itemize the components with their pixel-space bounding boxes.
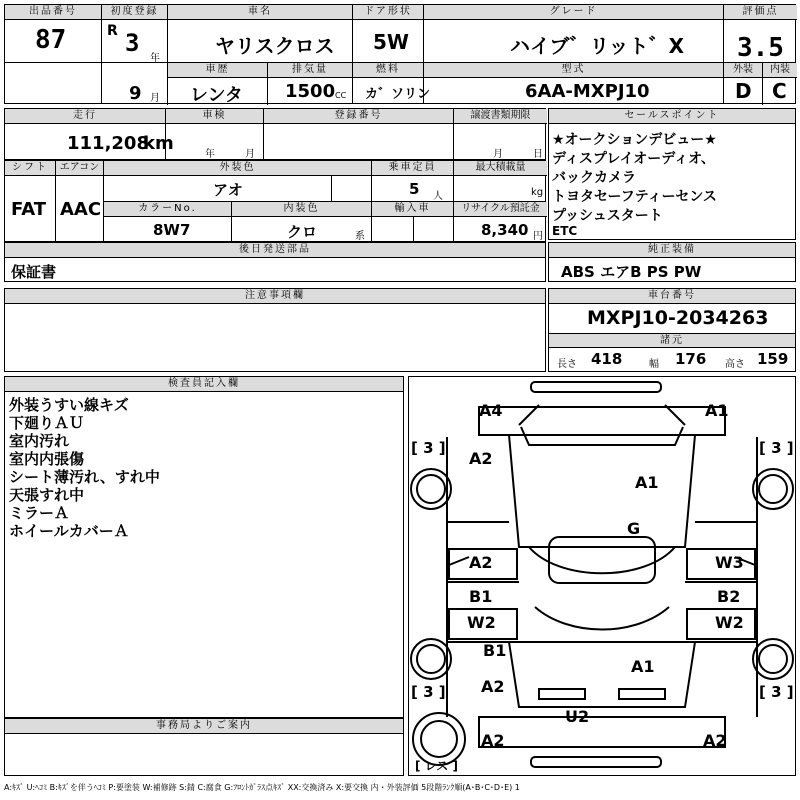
car-name: ヤリスクロス	[215, 34, 335, 58]
mileage: 111,208	[67, 133, 149, 154]
int-label: 内装	[763, 63, 797, 78]
shift-label: シフト	[5, 161, 55, 176]
recycle-unit: 円	[533, 231, 543, 242]
sales-line: ディスプレイオーディオ、	[552, 151, 715, 167]
chassis-block	[548, 288, 796, 372]
damage-mark: A2	[703, 731, 727, 750]
shift: FAT	[11, 199, 47, 220]
damage-mark: W2	[467, 613, 496, 632]
length-label: 長さ	[557, 359, 577, 370]
ext-color: アオ	[213, 181, 243, 199]
grade-label: グレード	[424, 5, 723, 20]
height: 159	[757, 350, 789, 368]
insp-year: 年	[205, 149, 215, 160]
load-unit: kg	[531, 187, 544, 198]
capacity-unit: 人	[433, 191, 443, 202]
score: 3.5	[737, 33, 784, 63]
tire-mark: [ 3 ]	[759, 683, 794, 701]
displacement: 1500	[285, 81, 336, 102]
spec-block	[4, 160, 546, 242]
chassis-number: MXPJ10-2034263	[587, 307, 769, 329]
notes-label: 注意事項欄	[5, 289, 545, 304]
damage-mark: G	[627, 519, 641, 538]
regno-label: 登録番号	[264, 109, 453, 124]
office-label: 事務局よりご案内	[5, 719, 403, 734]
tire-mark: [ 3 ]	[411, 439, 446, 457]
int-color-label: 内装色	[232, 202, 371, 217]
recycle-label: リサイクル預託金	[454, 202, 547, 217]
cc-unit: CC	[335, 91, 347, 100]
inspector-line: ミラーＡ	[9, 504, 70, 522]
damage-mark: A2	[469, 553, 493, 572]
lot-label: 出品番号	[5, 5, 101, 20]
capacity-label: 乗車定員	[372, 161, 453, 176]
ac: AAC	[60, 199, 102, 220]
damage-mark: A2	[469, 449, 493, 468]
inspection-label: 車検	[166, 109, 263, 124]
inspector-line: 天張すれ中	[9, 486, 85, 504]
chassis-label: 車台番号	[549, 289, 795, 304]
sales-label: セールスポイント	[549, 109, 795, 124]
damage-mark: B2	[717, 587, 741, 606]
reg-label: 初度登録	[102, 5, 167, 20]
equipment-label: 純正装備	[549, 243, 795, 258]
displacement-label: 排気量	[268, 63, 352, 78]
door-type: 5W	[373, 30, 409, 54]
door-label: ドア形状	[353, 5, 423, 20]
int-color-unit: 系	[355, 231, 365, 242]
history: レンタ	[190, 85, 243, 106]
sales-line: プッシュスタート	[552, 208, 663, 224]
reg-month: 9	[129, 83, 142, 104]
model: 6AA-MXPJ10	[525, 81, 650, 102]
damage-mark: W3	[715, 553, 744, 572]
inspector-label: 検査員記入欄	[5, 377, 403, 392]
fuel: カ゛ソリン	[365, 87, 431, 102]
fuel-label: 燃料	[353, 63, 423, 78]
notes-block	[4, 288, 546, 372]
transfer-month: 月	[493, 149, 503, 160]
damage-mark: W2	[715, 613, 744, 632]
tire-mark: [ 3 ]	[759, 439, 794, 457]
inspector-line: 室内汚れ	[9, 432, 70, 450]
damage-mark: A2	[481, 677, 505, 696]
mileage-label: 走行	[5, 109, 165, 124]
parts-value: 保証書	[11, 263, 57, 281]
year-unit: 年	[150, 53, 160, 64]
sales-line: ★オークションデビュー★	[552, 132, 717, 148]
damage-mark: A2	[481, 731, 505, 750]
spec-label: 諸元	[549, 333, 795, 348]
damage-mark: B1	[483, 641, 507, 660]
car-name-label: 車名	[168, 5, 352, 20]
inspector-line: シート薄汚れ、すれ中	[9, 468, 160, 486]
ac-label: エアコン	[56, 161, 103, 176]
damage-mark: A1	[705, 401, 729, 420]
inspector-line: 室内内張傷	[9, 450, 85, 468]
header-block	[4, 4, 796, 104]
damage-mark: A1	[631, 657, 655, 676]
model-label: 型式	[424, 63, 723, 78]
damage-mark: U2	[565, 707, 590, 726]
int-color: クロ	[287, 223, 318, 241]
spare-mark: [ レス ]	[415, 759, 458, 773]
era: R	[107, 23, 118, 39]
sales-line: トヨタセーフティーセンス	[552, 189, 717, 205]
recycle: 8,340	[481, 221, 529, 239]
parts-label: 後日発送部品	[5, 243, 545, 258]
damage-mark: A4	[479, 401, 503, 420]
damage-diagram	[408, 376, 796, 776]
equipment-block	[548, 242, 796, 282]
height-label: 高さ	[725, 359, 745, 370]
transfer-day: 日	[533, 149, 543, 160]
tire-mark: [ 3 ]	[411, 683, 446, 701]
ext-color-label: 外装色	[104, 161, 371, 176]
inspector-line: 外装うすい線キズ	[9, 396, 129, 414]
sales-line: ETC	[552, 224, 578, 238]
equipment-value: ABS エアB PS PW	[561, 263, 702, 281]
transfer-label: 譲渡書類期限	[454, 109, 547, 124]
damage-mark: B1	[469, 587, 493, 606]
inspector-line: 下廻りＡＵ	[9, 414, 85, 432]
int-grade: C	[772, 79, 787, 103]
color-no-label: カラーNo.	[104, 202, 231, 217]
capacity: 5	[409, 180, 420, 198]
insp-month: 月	[245, 149, 255, 160]
inspector-line: ホイールカバーＡ	[9, 522, 129, 540]
lot-number: 87	[35, 25, 67, 55]
width-label: 幅	[649, 359, 659, 370]
mileage-block	[4, 108, 546, 160]
reg-year: 3	[125, 29, 140, 57]
ext-label: 外装	[724, 63, 762, 78]
load-label: 最大積載量	[454, 161, 547, 176]
import-label: 輸入車	[372, 202, 453, 217]
inspector-block	[4, 376, 404, 718]
parts-block	[4, 242, 546, 282]
score-label: 評価点	[724, 5, 797, 20]
sales-line: バックカメラ	[552, 170, 636, 186]
width: 176	[675, 350, 707, 368]
sales-points-block	[548, 108, 796, 240]
km-unit: km	[143, 133, 174, 154]
office-block	[4, 718, 404, 776]
history-label: 車歴	[168, 63, 267, 78]
ext-grade: D	[735, 79, 752, 103]
grade: ハイブ゛リット゛X	[510, 34, 685, 58]
month-unit: 月	[150, 93, 160, 104]
legend: A:ｷｽﾞ U:ﾍｺﾐ B:ｷｽﾞを伴うﾍｺﾐ P:要塗装 W:補修跡 S:錆 C:腐食 G:ﾌﾛﾝﾄｶﾞﾗｽ点ｷｽﾞ XX:交換済み X:要交換 内・外装評価 5段階ﾗﾝｸ順(A･B･C･D･E) 1	[4, 783, 520, 792]
car-outline	[409, 377, 795, 775]
damage-mark: A1	[635, 473, 659, 492]
color-no: 8W7	[153, 221, 191, 239]
length: 418	[591, 350, 623, 368]
